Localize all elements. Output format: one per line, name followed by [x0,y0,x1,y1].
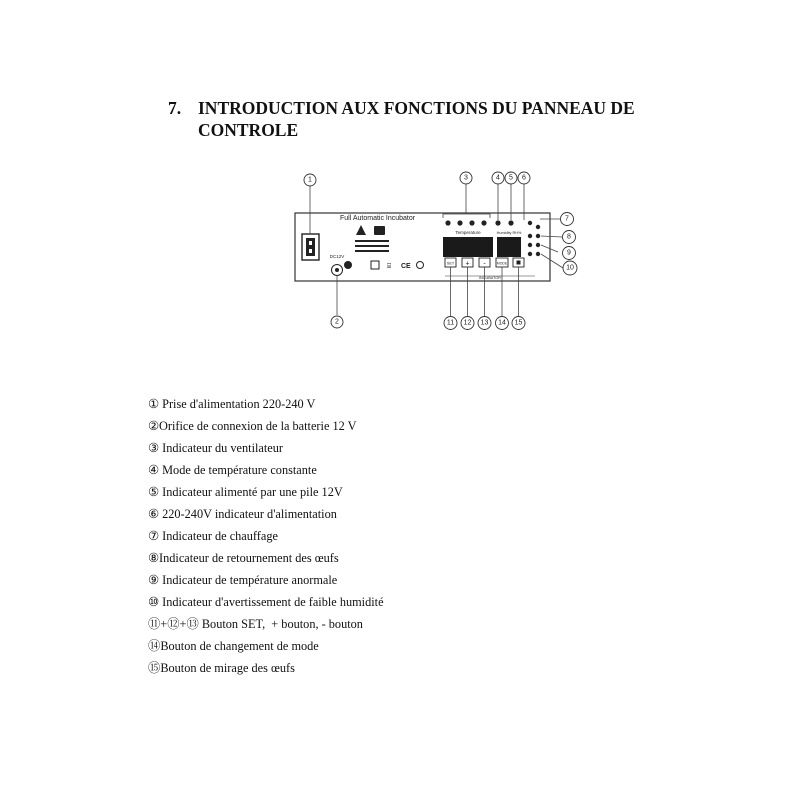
brand-label: INCUBATOR [478,276,502,280]
set-button-label: SET [446,261,455,266]
legend-item [148,547,384,569]
legend-marker: ④ [148,463,160,477]
legend-marker: ⑭ [148,639,161,653]
callout-1 [304,174,316,186]
svg-text:8: 8 [567,233,571,241]
callout-3 [460,172,472,184]
legend-marker: ⑧ [148,551,160,565]
legend-text: Mode de température constante [159,463,317,477]
svg-text:12: 12 [463,319,472,327]
section-number: 7. [168,98,182,118]
power-socket-pins [306,238,315,256]
ce-mark-icon: CE [401,263,411,270]
mode-button-label: MODE [496,261,508,266]
svg-text:14: 14 [498,319,506,327]
legend-text: Prise d'alimentation 220-240 V [159,397,316,411]
legend-text: Bouton de mirage des œufs [160,661,295,675]
legend-text: Indicateur de température anormale [159,573,338,587]
function-legend [148,393,384,679]
legend-item [148,503,384,525]
svg-text:3: 3 [464,174,468,182]
legend-marker: ⑥ [148,507,160,521]
callout-8 [563,231,576,244]
legend-text: Bouton de changement de mode [160,639,319,653]
svg-text:5: 5 [509,174,513,182]
legend-item [148,415,384,437]
callout-11 [444,317,457,330]
legend-text: Indicateur alimenté par une pile 12V [159,485,343,499]
legend-marker: ① [148,397,160,411]
svg-text:15: 15 [514,319,523,327]
svg-text:11: 11 [446,319,455,327]
legend-text: Indicateur de retournement des œufs [159,551,339,565]
svg-text:4: 4 [496,174,500,182]
legend-item [148,393,384,415]
temperature-display [443,237,493,257]
legend-item [148,591,384,613]
section-title-line2: CONTROLE [198,120,299,140]
svg-text:2: 2 [335,318,339,326]
svg-text:1: 1 [308,176,312,184]
legend-item [148,613,384,635]
legend-marker: ⑦ [148,529,160,543]
panel-title: Full Automatic Incubator [340,215,416,222]
legend-item [148,481,384,503]
temperature-label: Temperature [455,230,481,235]
legend-item [148,437,384,459]
legend-marker: ⑪+⑫+⑬ [148,617,199,631]
bin-icon: ⌸ [387,263,392,270]
humidity-display [497,237,521,257]
legend-text: 220-240V indicateur d'alimentation [159,507,337,521]
svg-text:7: 7 [565,215,569,223]
legend-item [148,569,384,591]
fan-icon [374,226,385,235]
legend-text: Indicateur de chauffage [159,529,278,543]
callout-13 [478,317,491,330]
legend-marker: ② [148,419,160,433]
legend-text: Indicateur d'avertissement de faible humidité [159,595,384,609]
legend-marker: ⑮ [148,661,161,675]
svg-text:6: 6 [522,174,526,182]
dc-label: DC12V [329,254,345,259]
humidity-label: Humidity RH% [496,231,522,235]
callout-6 [518,172,530,184]
legend-marker: ⑩ [148,595,160,609]
callout-4 [492,172,504,184]
candling-icon [517,261,521,265]
legend-item [148,525,384,547]
legend-item [148,459,384,481]
section-title-line1: INTRODUCTION AUX FONCTIONS DU PANNEAU DE [198,98,635,118]
callout-2 [331,316,343,328]
control-panel-diagram [285,168,585,338]
callout-10 [563,261,577,275]
plus-button[interactable] [462,258,473,268]
minus-button-label: - [483,260,486,268]
legend-item [148,657,384,679]
legend-marker: ⑤ [148,485,160,499]
section-heading [168,97,688,141]
svg-text:10: 10 [566,264,574,272]
callout-14 [496,317,509,330]
legend-marker: ⑨ [148,573,160,587]
callout-9 [563,247,576,260]
recycle-icon [344,261,352,269]
callout-15 [512,317,525,330]
legend-text: Indicateur du ventilateur [159,441,283,455]
svg-text:9: 9 [567,249,571,257]
legend-marker: ③ [148,441,160,455]
callout-7 [561,213,574,226]
candling-button[interactable] [513,258,524,267]
legend-item [148,635,384,657]
minus-button[interactable] [479,258,490,268]
callout-5 [505,172,517,184]
svg-text:13: 13 [480,319,489,327]
plus-button-label: + [465,260,470,268]
legend-text: Orifice de connexion de la batterie 12 V [159,419,357,433]
callout-12 [461,317,474,330]
legend-text: Bouton SET, + bouton, - bouton [198,617,363,631]
mode-button[interactable] [496,258,508,267]
set-button[interactable] [445,258,456,267]
